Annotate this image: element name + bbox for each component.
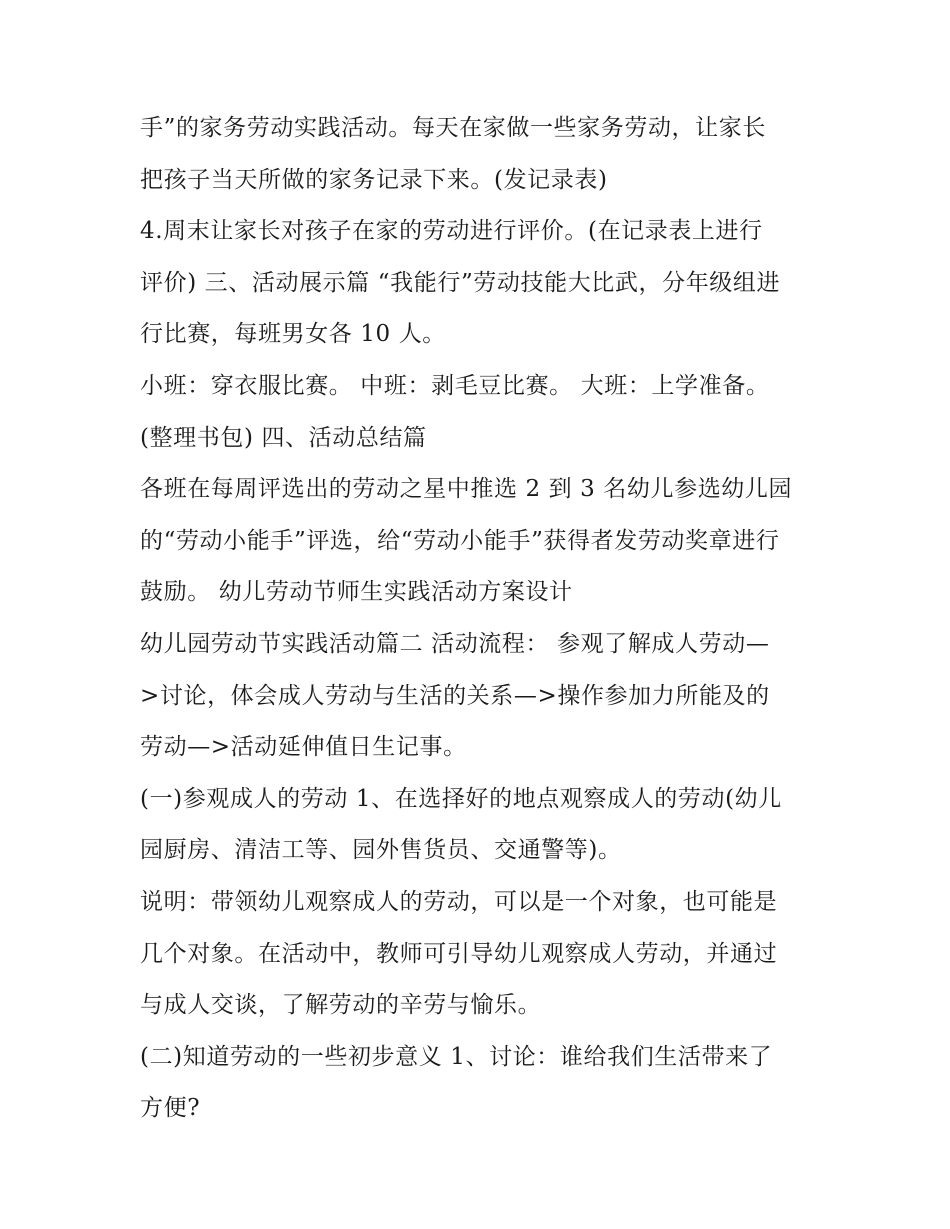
text-line: 方便? [140,1095,201,1122]
text-line: (一)参观成人的劳动 1、在选择好的地点观察成人的劳动(幼儿 [140,785,782,812]
text-line: 的“劳动小能手”评选，给“劳动小能手”获得者发劳动奖章进行 [140,527,780,554]
text-line: 4.周末让家长对孩子在家的劳动进行评价。(在记录表上进行 [140,218,763,245]
text-line: 园厨房、清洁工等、园外售货员、交通警等)。 [140,837,622,864]
text-line: 手”的家务劳动实践活动。每天在家做一些家务劳动，让家长 [140,115,766,141]
text-line: 劳动—>活动延伸值日生记事。 [140,734,467,761]
text-line: 鼓励。 幼儿劳动节师生实践活动方案设计 [140,579,573,606]
text-line: 小班：穿衣服比赛。 中班：剥毛豆比赛。 大班：上学准备。 [140,372,770,399]
text-line: 几个对象。在活动中，教师可引导幼儿观察成人劳动，并通过 [140,940,778,967]
text-line: 说明：带领幼儿观察成人的劳动，可以是一个对象，也可能是 [140,888,778,915]
text-line: >讨论，体会成人劳动与生活的关系—>操作参加力所能及的 [140,682,770,709]
text-line: 评价) 三、活动展示篇 “我能行”劳动技能大比武，分年级组进 [140,269,781,296]
text-line: (整理书包) 四、活动总结篇 [140,424,427,451]
text-line: (二)知道劳动的一些初步意义 1、讨论：谁给我们生活带来了 [140,1043,773,1070]
text-line: 把孩子当天所做的家务记录下来。(发记录表) [140,166,608,193]
text-line: 各班在每周评选出的劳动之星中推选 2 到 3 名幼儿参选幼儿园 [140,476,793,503]
text-line: 与成人交谈，了解劳动的辛劳与愉乐。 [140,992,542,1019]
text-line: 行比赛，每班男女各 10 人。 [140,321,446,348]
text-line: 幼儿园劳动节实践活动篇二 活动流程： 参观了解成人劳动— [140,630,770,657]
document-body [140,103,820,1135]
